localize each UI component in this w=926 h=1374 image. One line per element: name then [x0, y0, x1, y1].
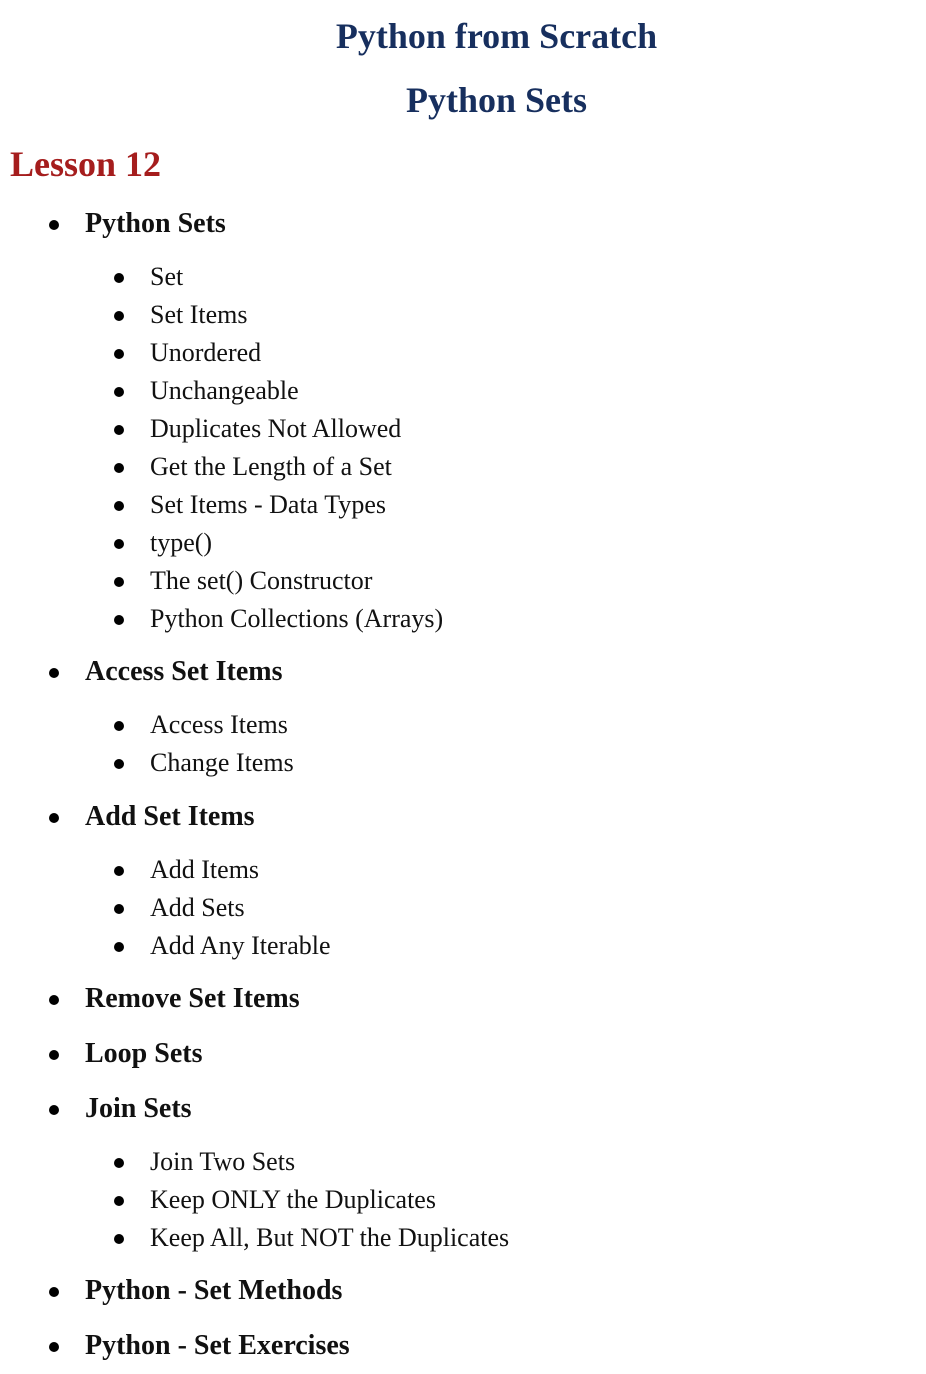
item-label-keep-all-but-not-the-duplicates: Keep All, But NOT the Duplicates — [150, 1223, 510, 1252]
bullet-icon — [114, 615, 124, 625]
bullet-icon — [114, 866, 124, 876]
item-label-get-the-length-of-a-set: Get the Length of a Set — [150, 452, 392, 481]
bullet-icon — [114, 311, 124, 321]
section-label-add-set-items: Add Set Items — [85, 801, 255, 832]
bullet-icon — [114, 759, 124, 769]
bullet-icon — [114, 577, 124, 587]
item-label-unchangeable: Unchangeable — [150, 376, 299, 405]
item-label-add-any-iterable: Add Any Iterable — [150, 931, 331, 960]
bullet-icon — [49, 1105, 59, 1115]
item-label-the-set-constructor: The set() Constructor — [150, 566, 373, 595]
bullet-icon — [114, 539, 124, 549]
bullet-icon — [49, 220, 59, 230]
bullet-icon — [49, 995, 59, 1005]
item-label-duplicates-not-allowed: Duplicates Not Allowed — [150, 414, 402, 443]
item-label-add-sets: Add Sets — [150, 893, 245, 922]
bullet-icon — [114, 1196, 124, 1206]
item-label-add-items: Add Items — [150, 855, 260, 884]
item-label-change-items: Change Items — [150, 748, 294, 777]
bullet-icon — [49, 668, 59, 678]
item-label-python-collections-arrays: Python Collections (Arrays) — [150, 604, 444, 633]
bullet-icon — [114, 501, 124, 511]
section-label-remove-set-items: Remove Set Items — [85, 983, 300, 1014]
bullet-icon — [49, 1342, 59, 1352]
item-label-unordered: Unordered — [150, 338, 262, 367]
bullet-icon — [114, 463, 124, 473]
section-label-access-set-items: Access Set Items — [85, 656, 283, 687]
item-label-access-items: Access Items — [150, 710, 288, 739]
section-label-python-set-methods: Python - Set Methods — [85, 1275, 343, 1306]
bullet-icon — [114, 1234, 124, 1244]
lesson-heading: Lesson 12 — [10, 144, 162, 184]
bullet-icon — [114, 349, 124, 359]
bullet-icon — [114, 904, 124, 914]
item-label-keep-only-the-duplicates: Keep ONLY the Duplicates — [150, 1185, 436, 1214]
bullet-icon — [49, 1050, 59, 1060]
bullet-icon — [114, 273, 124, 283]
bullet-icon — [114, 425, 124, 435]
item-label-set-items-data-types: Set Items - Data Types — [150, 490, 386, 519]
section-label-loop-sets: Loop Sets — [85, 1038, 203, 1069]
bullet-icon — [49, 1287, 59, 1297]
bullet-icon — [114, 1158, 124, 1168]
section-label-python-set-exercises: Python - Set Exercises — [85, 1330, 350, 1361]
item-label-set-items: Set Items — [150, 300, 248, 329]
bullet-icon — [49, 813, 59, 823]
section-label-join-sets: Join Sets — [85, 1093, 192, 1124]
item-label-type: type() — [150, 528, 213, 557]
document-title: Python from Scratch — [335, 16, 658, 56]
section-label-python-sets: Python Sets — [85, 208, 226, 239]
bullet-icon — [114, 721, 124, 731]
bullet-icon — [114, 942, 124, 952]
bullet-icon — [114, 387, 124, 397]
item-label-set: Set — [150, 262, 184, 291]
document-subtitle: Python Sets — [405, 80, 588, 120]
item-label-join-two-sets: Join Two Sets — [150, 1147, 296, 1176]
